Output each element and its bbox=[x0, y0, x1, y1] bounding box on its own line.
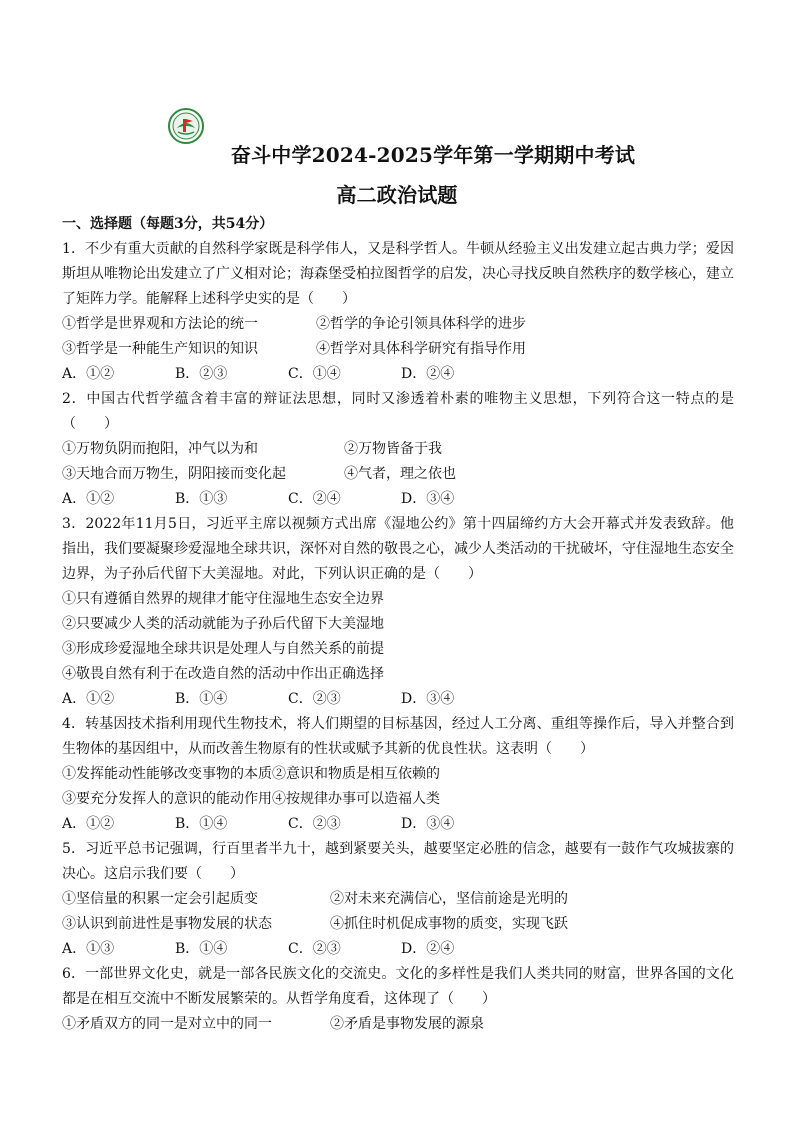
school-exam-title: 奋斗中学2024-2025学年第一学期期中考试 bbox=[230, 143, 636, 167]
option-d[interactable]: D．②④ bbox=[401, 366, 455, 382]
option-a[interactable]: A．①② bbox=[62, 366, 115, 382]
statement: ③哲学是一种能生产知识的知识 bbox=[62, 341, 258, 357]
statement: ②万物皆备于我 bbox=[344, 441, 442, 457]
option-d[interactable]: D．②④ bbox=[401, 941, 455, 957]
statement: ①哲学是世界观和方法论的统一 bbox=[62, 316, 258, 332]
statement: ①只有遵循自然界的规律才能守住湿地生态安全边界 bbox=[62, 591, 384, 607]
statement: ②只要减少人类的活动就能为子孙后代留下大美湿地 bbox=[62, 616, 384, 632]
statement: ①发挥能动性能够改变事物的本质②意识和物质是相互依赖的 bbox=[62, 766, 440, 782]
question-stem: 2．中国古代哲学蕴含着丰富的辩证法思想，同时又渗透着朴素的唯物主义思想，下列符合这一特点的是（ ） bbox=[62, 391, 734, 432]
statement-row bbox=[62, 437, 734, 462]
section-heading: 一、选择题（每题3分，共54分） bbox=[62, 216, 274, 232]
statement: ①矛盾双方的同一是对立中的同一 bbox=[62, 1016, 272, 1032]
option-c[interactable]: C．②③ bbox=[288, 816, 341, 832]
statement-row bbox=[62, 887, 734, 912]
question-2 bbox=[62, 387, 734, 512]
option-c[interactable]: C．①④ bbox=[288, 366, 341, 382]
question-content bbox=[62, 212, 734, 1037]
question-stem: 1．不少有重大贡献的自然科学家既是科学伟人，又是科学哲人。牛顿从经验主义出发建立起古典力学；爱因斯坦从唯物论出发建立了广义相对论；海森堡受柏拉图哲学的启发，决心寻找反映自然秩序的数学核心，建立了矩阵力学。能解释上述科学史实的是（ ） bbox=[62, 241, 734, 307]
option-b[interactable]: B．②③ bbox=[175, 366, 228, 382]
answer-options bbox=[62, 487, 734, 512]
option-d[interactable]: D．③④ bbox=[401, 491, 455, 507]
statement: ③形成珍爱湿地全球共识是处理人与自然关系的前提 bbox=[62, 641, 384, 657]
statement: ②矛盾是事物发展的源泉 bbox=[330, 1016, 484, 1032]
option-b[interactable]: B．①④ bbox=[175, 816, 228, 832]
statement: ②哲学的争论引领具体科学的进步 bbox=[316, 316, 526, 332]
question-1 bbox=[62, 237, 734, 387]
statement: ②对未来充满信心，坚信前途是光明的 bbox=[330, 891, 568, 907]
question-4 bbox=[62, 712, 734, 837]
option-a[interactable]: A．①② bbox=[62, 491, 115, 507]
statement: ①万物负阴而抱阳，冲气以为和 bbox=[62, 441, 258, 457]
subject-title: 高二政治试题 bbox=[336, 183, 458, 207]
statement: ④抓住时机促成事物的质变，实现飞跃 bbox=[330, 916, 568, 932]
option-b[interactable]: B．①④ bbox=[175, 941, 228, 957]
question-stem: 5．习近平总书记强调，行百里者半九十，越到紧要关头，越要坚定必胜的信念，越要有一鼓作气攻城拔寨的决心。这启示我们要（ ） bbox=[62, 841, 734, 882]
option-d[interactable]: D．③④ bbox=[401, 816, 455, 832]
statement: ③认识到前进性是事物发展的状态 bbox=[62, 916, 272, 932]
statement-row bbox=[62, 462, 734, 487]
answer-options bbox=[62, 937, 734, 962]
option-b[interactable]: B．①④ bbox=[175, 691, 228, 707]
answer-options bbox=[62, 812, 734, 837]
option-c[interactable]: C．②③ bbox=[288, 941, 341, 957]
option-b[interactable]: B．①③ bbox=[175, 491, 228, 507]
statement: ④哲学对具体科学研究有指导作用 bbox=[316, 341, 526, 357]
statement-row bbox=[62, 337, 734, 362]
statement: ④气者，理之依也 bbox=[344, 466, 456, 482]
option-a[interactable]: A．①② bbox=[62, 691, 115, 707]
answer-options bbox=[62, 687, 734, 712]
option-c[interactable]: C．②④ bbox=[288, 491, 341, 507]
question-3 bbox=[62, 512, 734, 712]
option-a[interactable]: A．①③ bbox=[62, 941, 115, 957]
question-6 bbox=[62, 962, 734, 1037]
statement-row bbox=[62, 1012, 734, 1037]
option-a[interactable]: A．①② bbox=[62, 816, 115, 832]
statement: ③要充分发挥人的意识的能动作用④按规律办事可以造福人类 bbox=[62, 791, 440, 807]
statement-row bbox=[62, 312, 734, 337]
question-5 bbox=[62, 837, 734, 962]
statement: ③天地合而万物生，阴阳接而变化起 bbox=[62, 466, 286, 482]
option-d[interactable]: D．③④ bbox=[401, 691, 455, 707]
statement: ①坚信量的积累一定会引起质变 bbox=[62, 891, 258, 907]
question-stem: 3．2022年11月5日，习近平主席以视频方式出席《湿地公约》第十四届缔约方大会开幕式并发表致辞。他指出，我们要凝聚珍爱湿地全球共识，深怀对自然的敬畏之心，减少人类活动的干扰破坏，守住湿地生态安全边界，为子孙后代留下大美湿地。对此，下列认识正确的是（ ） bbox=[62, 516, 734, 582]
option-c[interactable]: C．②③ bbox=[288, 691, 341, 707]
statement: ④敬畏自然有利于在改造自然的活动中作出正确选择 bbox=[62, 666, 384, 682]
question-stem: 6．一部世界文化史，就是一部各民族文化的交流史。文化的多样性是我们人类共同的财富，世界各国的文化都是在相互交流中不断发展繁荣的。从哲学角度看，这体现了（ ） bbox=[62, 966, 734, 1007]
question-stem: 4．转基因技术指利用现代生物技术，将人们期望的目标基因，经过人工分离、重组等操作后，导入并整合到生物体的基因组中，从而改善生物原有的性状或赋予其新的优良性状。这表明（ ） bbox=[62, 716, 734, 757]
statement-row bbox=[62, 912, 734, 937]
answer-options bbox=[62, 362, 734, 387]
